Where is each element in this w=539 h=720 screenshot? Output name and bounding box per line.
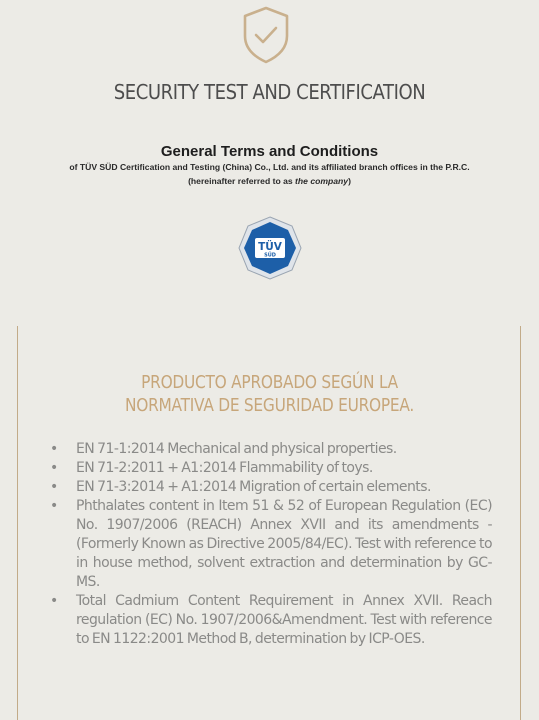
tuv-sud-logo bbox=[238, 216, 302, 280]
terms-subtitle-2-suffix: ) bbox=[348, 176, 351, 186]
list-item bbox=[46, 478, 492, 497]
list-item-text: Total Cadmium Content Requirement in Annex XVII. Reach regulation (EC) No. 1907/2006&Amendment. Test with reference to EN 1122:2001 Method B, determination by ICP-OES. bbox=[76, 593, 492, 647]
tuv-logo-text: TÜV bbox=[258, 241, 282, 253]
bullet-icon: • bbox=[50, 441, 59, 457]
list-item-text: EN 71-1:2014 Mechanical and physical properties. bbox=[76, 441, 397, 457]
section-heading-line-2: NORMATIVA DE SEGURIDAD EUROPEA. bbox=[124, 396, 415, 416]
shield-check-icon bbox=[241, 6, 291, 64]
terms-subtitle-2-em: the company bbox=[295, 176, 349, 186]
bullet-icon: • bbox=[50, 498, 59, 514]
list-item-text: EN 71-2:2011 + A1:2014 Flammability of toys. bbox=[76, 460, 373, 476]
certification-list bbox=[46, 440, 492, 649]
bullet-icon: • bbox=[50, 593, 59, 609]
terms-subtitle-2-prefix: (hereinafter referred to as bbox=[188, 176, 296, 186]
list-item-text: Phthalates content in Item 51 & 52 of European Regulation (EC) No. 1907/2006 (REACH) Annex XVII and its amendments - (Formerly Known as Directive 2005/84/EC). Test with reference to in house method, solvent extraction and determination by GC-MS. bbox=[76, 498, 492, 590]
terms-subtitle: of TÜV SÜD Certification and Testing (China) Co., Ltd. and its affiliated branch offices in the P.R.C. bbox=[69, 162, 470, 172]
list-item bbox=[46, 497, 492, 592]
list-item bbox=[46, 440, 492, 459]
bullet-icon: • bbox=[50, 479, 59, 495]
list-item bbox=[46, 592, 492, 649]
list-item-text: EN 71-3:2014 + A1:2014 Migration of certain elements. bbox=[76, 479, 431, 495]
section-heading-line-1: PRODUCTO APROBADO SEGÚN LA bbox=[141, 373, 398, 393]
terms-subtitle-2 bbox=[0, 176, 539, 186]
terms-title: General Terms and Conditions bbox=[160, 143, 379, 160]
sud-logo-text: SÜD bbox=[264, 252, 276, 259]
bullet-icon: • bbox=[50, 460, 59, 476]
page-title: SECURITY TEST AND CERTIFICATION bbox=[113, 80, 426, 104]
section-heading bbox=[0, 372, 539, 418]
list-item bbox=[46, 459, 492, 478]
